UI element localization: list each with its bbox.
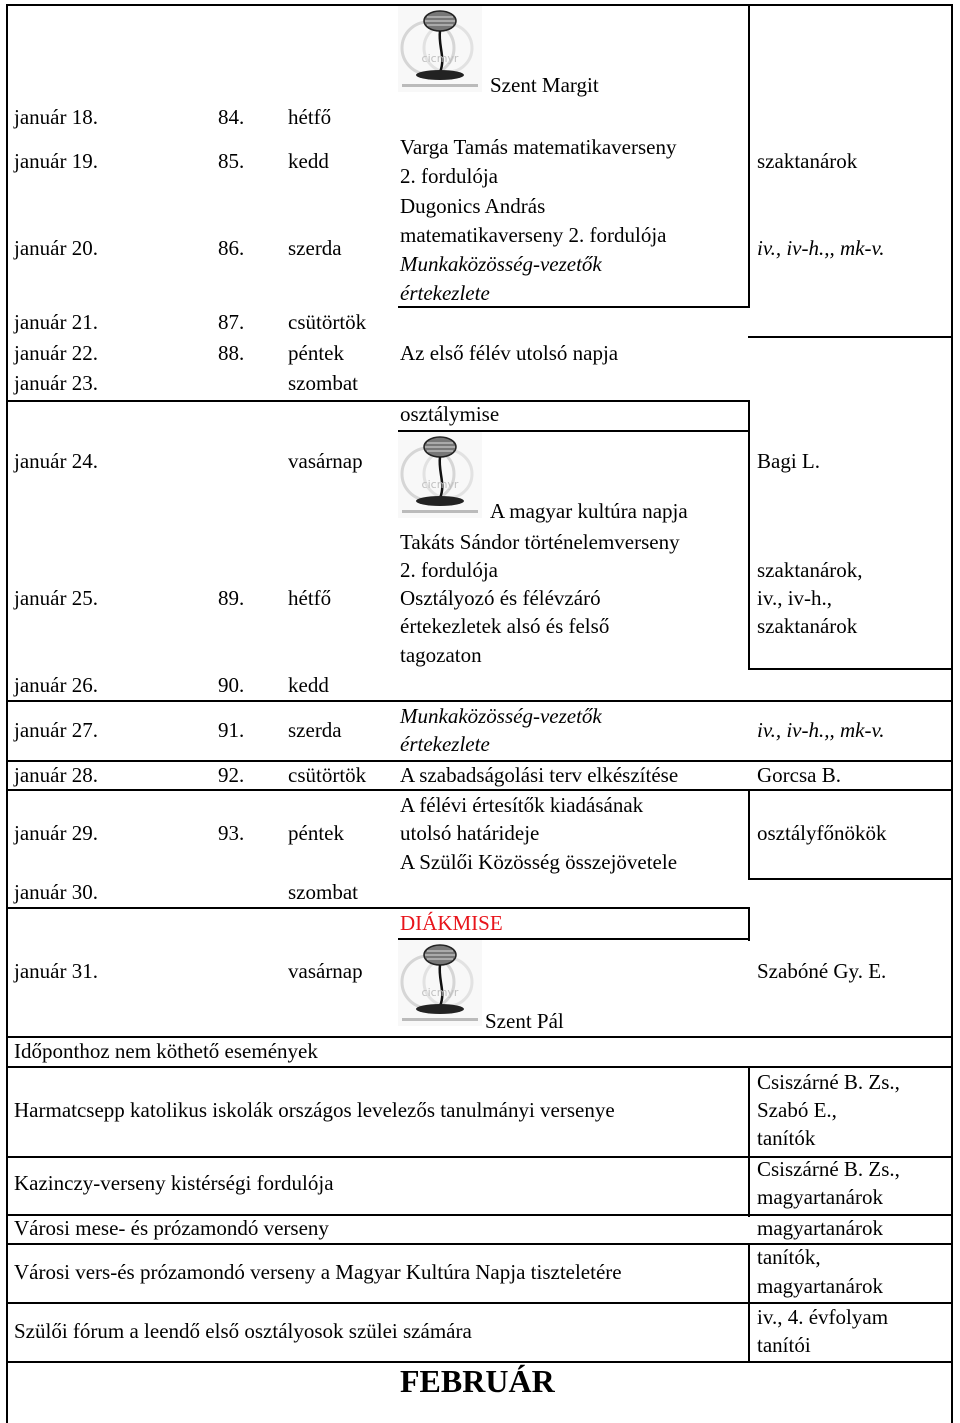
responsible: Gorcsa B. <box>757 763 841 787</box>
logo-wordmark: cicmyr <box>421 52 459 65</box>
event-text: értekezlete <box>400 281 490 305</box>
event-text: 2. fordulója <box>400 558 498 582</box>
event-text: Az első félév utolsó napja <box>400 341 619 365</box>
event-text: értekezletek alsó és felső <box>400 614 610 638</box>
row-number: 90. <box>218 673 245 697</box>
responsible: szaktanárok, <box>757 558 863 582</box>
table-border <box>748 1067 750 1159</box>
next-month-heading: FEBRUÁR <box>400 1363 555 1399</box>
row-number: 91. <box>218 718 245 742</box>
responsible: iv., iv-h.,, mk-v. <box>757 718 885 742</box>
table-border <box>748 6 750 307</box>
event-text: A szabadságolási terv elkészítése <box>400 763 679 787</box>
row-day: szerda <box>288 236 342 260</box>
row-day: péntek <box>288 341 344 365</box>
table-border <box>748 1157 750 1217</box>
row-day: hétfő <box>288 586 332 610</box>
row-date: január 30. <box>14 880 98 904</box>
responsible: iv., 4. évfolyam <box>757 1305 889 1329</box>
responsible: magyartanárok <box>757 1185 883 1209</box>
event-text: A Szülői Közösség összejövetele <box>400 850 678 874</box>
row-date: január 23. <box>14 371 98 395</box>
row-number: 92. <box>218 763 245 787</box>
responsible: iv., iv-h.,, mk-v. <box>757 236 885 260</box>
table-border <box>6 400 750 402</box>
free-event-text: Városi vers-és prózamondó verseny a Magyar Kultúra Napja tiszteletére <box>14 1260 622 1284</box>
table-border <box>748 878 953 880</box>
row-date: január 28. <box>14 763 98 787</box>
event-text: utolsó határideje <box>400 821 540 845</box>
table-border <box>748 1244 750 1304</box>
row-day: szerda <box>288 718 342 742</box>
table-border <box>748 402 750 668</box>
row-day: vasárnap <box>288 959 363 983</box>
row-day: vasárnap <box>288 449 363 473</box>
responsible: Szabó E., <box>757 1098 837 1122</box>
row-date: január 22. <box>14 341 98 365</box>
row-day: hétfő <box>288 105 332 129</box>
table-border <box>6 907 750 909</box>
event-text: Dugonics András <box>400 194 546 218</box>
row-number: 87. <box>218 310 245 334</box>
table-border <box>748 791 750 879</box>
event-text: Munkaközösség-vezetők <box>400 252 602 276</box>
responsible: Csiszárné B. Zs., <box>757 1070 900 1094</box>
responsible: magyartanárok <box>757 1216 883 1240</box>
responsible: Bagi L. <box>757 449 820 473</box>
free-event-text: Kazinczy-verseny kistérségi fordulója <box>14 1171 334 1195</box>
free-event-text: Városi mese- és prózamondó verseny <box>14 1216 329 1240</box>
event-text: A félévi értesítők kiadásának <box>400 793 644 817</box>
row-date: január 18. <box>14 105 98 129</box>
table-border <box>748 668 953 670</box>
feast-name: Szent Pál <box>485 1009 564 1033</box>
responsible: tanítók, <box>757 1245 821 1269</box>
event-text: osztálymise <box>400 402 500 426</box>
microphone-logo-icon <box>398 432 482 518</box>
logo-wordmark: cicmyr <box>421 478 459 491</box>
responsible: szaktanárok <box>757 149 858 173</box>
event-text: Takáts Sándor történelemverseny <box>400 530 680 554</box>
row-day: kedd <box>288 673 329 697</box>
row-day: csütörtök <box>288 763 367 787</box>
event-text: matematikaverseny 2. fordulója <box>400 223 667 247</box>
event-text: Munkaközösség-vezetők <box>400 704 602 728</box>
event-text: Varga Tamás matematikaverseny <box>400 135 677 159</box>
row-day: kedd <box>288 149 329 173</box>
event-text: Osztályozó és félévzáró <box>400 586 601 610</box>
row-number: 93. <box>218 821 245 845</box>
saint-name: Szent Margit <box>490 73 599 97</box>
responsible: Csiszárné B. Zs., <box>757 1157 900 1181</box>
row-date: január 20. <box>14 236 98 260</box>
row-day: szombat <box>288 880 358 904</box>
table-border <box>748 1304 750 1362</box>
free-event-text: Szülői fórum a leendő első osztályosok szülei számára <box>14 1319 472 1343</box>
row-date: január 29. <box>14 821 98 845</box>
event-text: DIÁKMISE <box>400 911 503 935</box>
row-date: január 24. <box>14 449 98 473</box>
row-number: 86. <box>218 236 245 260</box>
microphone-logo-icon <box>398 940 482 1026</box>
table-border <box>951 6 953 1423</box>
event-text: 2. fordulója <box>400 164 498 188</box>
row-date: január 27. <box>14 718 98 742</box>
event-text: értekezlete <box>400 732 490 756</box>
row-day: szombat <box>288 371 358 395</box>
row-day: csütörtök <box>288 310 367 334</box>
responsible: tanítói <box>757 1333 811 1357</box>
logo-wordmark: cicmyr <box>421 986 459 999</box>
row-number: 84. <box>218 105 245 129</box>
row-date: január 21. <box>14 310 98 334</box>
row-date: január 19. <box>14 149 98 173</box>
responsible: tanítók <box>757 1126 816 1150</box>
table-border <box>748 336 953 338</box>
responsible: iv., iv-h., <box>757 586 833 610</box>
responsible: Szabóné Gy. E. <box>757 959 887 983</box>
row-number: 88. <box>218 341 245 365</box>
row-date: január 31. <box>14 959 98 983</box>
free-event-text: Harmatcsepp katolikus iskolák országos levelezős tanulmányi versenye <box>14 1098 615 1122</box>
table-border <box>748 909 750 941</box>
row-date: január 26. <box>14 673 98 697</box>
row-number: 85. <box>218 149 245 173</box>
responsible: szaktanárok <box>757 614 858 638</box>
row-day: péntek <box>288 821 344 845</box>
responsible: osztályfőnökök <box>757 821 887 845</box>
responsible: magyartanárok <box>757 1274 883 1298</box>
event-text: tagozaton <box>400 643 482 667</box>
row-date: január 25. <box>14 586 98 610</box>
section-title: Időponthoz nem köthető események <box>14 1039 318 1063</box>
feast-name: A magyar kultúra napja <box>490 499 688 523</box>
row-number: 89. <box>218 586 245 610</box>
microphone-logo-icon <box>398 6 482 92</box>
table-border <box>6 6 8 1423</box>
